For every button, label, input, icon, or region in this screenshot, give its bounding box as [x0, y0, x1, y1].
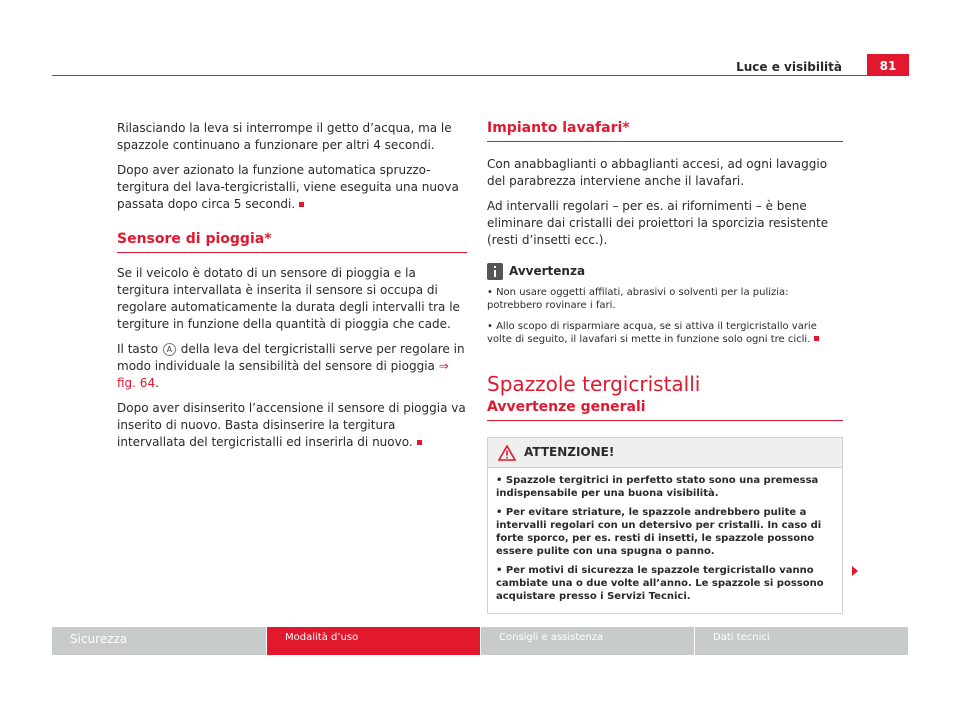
heading-general-warnings: Avvertenze generali: [487, 399, 843, 421]
paragraph: Con anabbaglianti o abbaglianti accesi, ad ogni lavaggio del parabrezza interviene anche il lavafari.: [487, 157, 828, 188]
warning-title: ATTENZIONE!: [524, 445, 615, 459]
paragraph: Il tasto A della leva del tergicristalli serve per regolare in modo individuale la sensibilità del sensore di pioggia ⇒ fig. 64.: [117, 342, 465, 390]
paragraph: Dopo aver azionato la funzione automatica spruzzo-tergitura del lava-tergicristalli, viene eseguita una nuova passata dopo circa 5 secondi.: [117, 163, 459, 211]
end-mark-icon: [814, 336, 819, 341]
warning-body: [488, 468, 842, 613]
section-title: Luce e visibilità: [736, 60, 842, 74]
paragraph: Se il veicolo è dotato di un sensore di pioggia e la tergitura intervallata è inserita il sensore si occupa di regolare automaticamente la durata degli intervalli tra le tergiture in funzione della quantità di pioggia che cade.: [117, 266, 460, 331]
end-mark-icon: [299, 202, 304, 207]
warning-text: • Spazzole tergitrici in perfetto stato sono una premessa indispensabile per una buona visibilità.: [496, 475, 819, 499]
arrow-icon: ⇒: [438, 359, 449, 373]
continue-arrow-icon: [852, 566, 858, 576]
warning-triangle-icon: [498, 445, 516, 461]
left-column: [117, 120, 467, 459]
note-header: [487, 263, 843, 280]
warning-box: [487, 437, 843, 614]
footer-nav: [52, 627, 908, 655]
heading-wiper-blades: Spazzole tergicristalli: [487, 372, 701, 396]
heading-headlight-washer: Impianto lavafari*: [487, 120, 843, 142]
end-mark-icon: [417, 440, 422, 445]
right-column: [487, 120, 843, 614]
info-icon: [487, 263, 503, 280]
figure-link[interactable]: fig. 64: [117, 376, 156, 390]
warning-text: • Per motivi di sicurezza le spazzole tergicristallo vanno cambiate una o due volte all’anno. Le spazzole si possono acquistare presso i Servizi Tecnici.: [496, 565, 824, 602]
footer-tab-consigli[interactable]: Consigli e assistenza: [480, 627, 694, 655]
note-text: • Non usare oggetti affilati, abrasivi o solventi per la pulizia: potrebbero rovinare i fari.: [487, 287, 789, 311]
footer-tab-modalita[interactable]: Modalità d’uso: [266, 627, 480, 655]
page-number: 81: [867, 54, 909, 76]
header-rule: [52, 75, 908, 76]
note-text: • Allo scopo di risparmiare acqua, se si attiva il tergicristallo varie volte di seguito, il lavafari si mette in funzione solo ogni tre cicli.: [487, 320, 843, 346]
paragraph: Dopo aver disinserito l’accensione il sensore di pioggia va inserito di nuovo. Basta disinserire la tergitura intervallata del tergicristalli ed inserirla di nuovo.: [117, 401, 466, 449]
paragraph: Ad intervalli regolari – per es. ai rifornimenti – è bene eliminare dai cristalli dei proiettori la sporcizia resistente (resti d’insetti ecc.).: [487, 199, 829, 247]
marker-a-icon: A: [163, 343, 176, 356]
footer-tab-dati-tecnici[interactable]: Dati tecnici: [694, 627, 908, 655]
note-title: Avvertenza: [509, 264, 586, 278]
paragraph: Rilasciando la leva si interrompe il getto d’acqua, ma le spazzole continuano a funzionare per altri 4 secondi.: [117, 121, 452, 152]
warning-header: [488, 438, 842, 468]
warning-text: • Per evitare striature, le spazzole andrebbero pulite a intervalli regolari con un detersivo per cristalli. In caso di forte sporco, per es. resti di insetti, le spazzole possono essere pulite con una spugna o panno.: [496, 507, 822, 557]
heading-rain-sensor: Sensore di pioggia*: [117, 231, 467, 253]
footer-tab-sicurezza[interactable]: Sicurezza: [52, 627, 266, 655]
